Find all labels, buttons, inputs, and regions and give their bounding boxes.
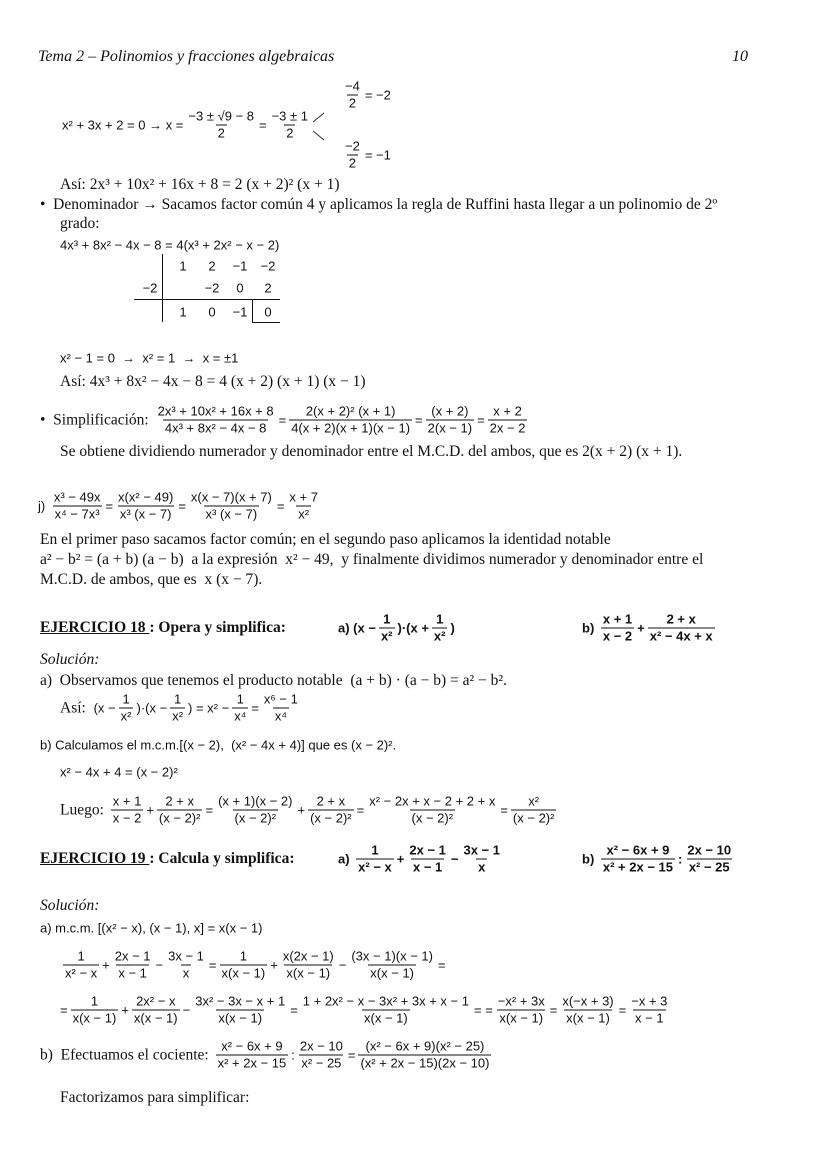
fraction <box>461 843 502 876</box>
denominator: x² − 25 <box>688 859 730 875</box>
numerator: (x² − 6x + 9)(x² − 25) <box>365 1038 485 1054</box>
text-span: b) <box>582 620 598 636</box>
fraction <box>343 139 362 172</box>
text-span: = <box>549 1002 558 1018</box>
denominator: (x − 2)² <box>310 810 352 826</box>
text-span: grado: <box>60 215 100 232</box>
numerator: x(x − 7)(x + 7) <box>190 489 272 505</box>
text-span: + <box>297 802 306 818</box>
numerator: x + 2 <box>493 403 522 419</box>
text-line <box>60 949 446 982</box>
numerator: 1 <box>383 611 391 627</box>
fraction <box>407 843 448 876</box>
text-span: = = <box>473 1002 493 1018</box>
denominator: x² <box>298 506 310 522</box>
text-line <box>60 765 178 780</box>
text-line <box>60 215 100 233</box>
text-line <box>60 1089 249 1107</box>
exercise-heading: EJERCICIO 19 <box>40 850 150 867</box>
text-span: − <box>338 957 347 973</box>
fraction <box>287 490 320 523</box>
numerator: 2 + x <box>165 793 194 809</box>
fraction <box>216 794 294 827</box>
text-span: = <box>356 802 365 818</box>
denominator: 2 <box>348 95 357 111</box>
text-span: x² + 3x + 2 = 0 → x = <box>62 117 184 133</box>
text-span: + <box>146 802 154 818</box>
text-span: + <box>637 620 645 636</box>
numerator: −2 <box>345 138 360 154</box>
text-line <box>40 850 294 868</box>
denominator: (x − 2)² <box>234 810 277 826</box>
text-span: a) Observamos que tenemos el producto notable (a + b) · (a − b) = a² − b². <box>40 672 507 689</box>
text-span: = <box>347 1047 356 1063</box>
text-span: • Simplificación: <box>40 411 153 428</box>
numerator: 2x − 10 <box>687 842 732 858</box>
numerator: x + 7 <box>289 489 318 505</box>
text-line <box>40 738 396 753</box>
text-span: En el primer paso sacamos factor común; en el segundo paso aplicamos la identidad notable <box>40 531 611 548</box>
denominator: (x − 2)² <box>158 810 201 826</box>
fraction <box>170 692 185 725</box>
denominator: (x² + 2x − 15)(2x − 10) <box>360 1055 490 1071</box>
text-line <box>40 196 717 214</box>
fraction <box>289 404 412 437</box>
fraction <box>308 794 354 827</box>
ruffini-cell: −1 <box>232 304 248 320</box>
fraction <box>367 794 497 827</box>
denominator: x(x − 1) <box>499 1010 544 1026</box>
text-span: Solución: <box>40 897 100 914</box>
fraction <box>356 843 394 876</box>
text-span: − <box>450 851 459 867</box>
denominator: x(x − 1) <box>566 1010 610 1026</box>
ruffini-remainder-box-bottom <box>252 322 280 323</box>
numerator: 2(x + 2)² (x + 1) <box>305 403 396 419</box>
denominator: x² + 2x − 15 <box>217 1055 287 1071</box>
fraction <box>220 949 268 982</box>
denominator: x(x − 1) <box>286 965 331 981</box>
text-line <box>582 612 718 645</box>
text-span: + <box>270 957 278 973</box>
numerator: 2 + x <box>316 793 346 809</box>
numerator: 1 <box>173 691 182 707</box>
text-span: b) Calculamos el m.c.m.[(x − 2), (x² − 4x + 4)] que es (x − 2)². <box>40 737 397 753</box>
text-span: (x − <box>353 620 376 636</box>
fraction <box>298 1039 345 1072</box>
denominator: x − 2 <box>112 810 142 826</box>
fraction <box>71 994 119 1027</box>
page-number: 10 <box>732 48 748 65</box>
text-line <box>62 109 313 142</box>
text-span: : <box>678 851 683 867</box>
ruffini-cell: 1 <box>179 258 187 274</box>
text-span: )·(x − <box>136 700 168 716</box>
ruffini-cell: 0 <box>208 304 216 320</box>
text-span: a² − b² = (a + b) (a − b) a la expresión x² − 49, y finalmente dividimos numerador y denominador entre el <box>40 551 704 568</box>
denominator: 4(x + 2)(x + 1)(x − 1) <box>291 420 411 436</box>
numerator: 2x³ + 10x² + 16x + 8 <box>157 403 274 419</box>
text-span: Así: <box>60 699 94 716</box>
fraction <box>488 404 528 437</box>
fraction <box>262 692 300 725</box>
exercise-heading: EJERCICIO 18 <box>40 619 150 636</box>
denominator: 2 <box>348 155 357 171</box>
fraction <box>648 612 715 645</box>
denominator: x² + 2x − 15 <box>602 859 674 875</box>
text-line <box>60 692 303 725</box>
text-span: 4x³ + 8x² − 4x − 8 = 4(x³ + 2x² − x − 2) <box>60 237 280 253</box>
fraction <box>116 490 175 523</box>
fraction <box>426 404 474 437</box>
text-line <box>40 897 99 915</box>
text-span: = −2 <box>364 87 391 103</box>
fraction <box>157 794 203 827</box>
text-span: Solución: <box>40 651 100 668</box>
text-span: = <box>437 957 446 973</box>
ruffini-cell: 1 <box>179 304 187 320</box>
numerator: −x + 3 <box>631 993 668 1009</box>
numerator: x + 1 <box>112 793 142 809</box>
fraction <box>270 109 310 142</box>
text-span: = <box>105 498 114 514</box>
text-line <box>40 571 262 589</box>
text-line <box>582 843 736 876</box>
text-span: )·(x + <box>397 620 429 636</box>
numerator: x(−x + 3) <box>562 993 614 1009</box>
text-line <box>340 79 391 112</box>
numerator: (x + 1)(x − 2) <box>218 793 293 809</box>
denominator: 2 <box>217 125 225 141</box>
denominator: x² <box>380 628 393 644</box>
text-span: = <box>618 1002 627 1018</box>
text-line <box>60 351 238 366</box>
text-line <box>40 651 99 669</box>
numerator: −3 ± √9 − 8 <box>188 108 254 124</box>
numerator: 3x − 1 <box>463 842 500 858</box>
fraction <box>193 994 287 1027</box>
fraction <box>301 994 471 1027</box>
text-span: : Opera y simplifica: <box>149 619 286 636</box>
text-line <box>40 921 262 936</box>
numerator: 3x − 1 <box>168 948 204 964</box>
ruffini-cell: −2 <box>204 280 220 296</box>
denominator: x² <box>433 628 446 644</box>
ruffini-cell: 0 <box>236 280 244 296</box>
numerator: 1 <box>122 691 130 707</box>
text-span: Así: 2x³ + 10x² + 16x + 8 = 2 (x + 2)² (x + 1) <box>60 176 340 193</box>
text-span: = <box>259 117 267 133</box>
denominator: x(x − 1) <box>72 1010 117 1026</box>
text-line <box>40 531 611 549</box>
numerator: x + 1 <box>602 611 633 627</box>
numerator: 1 <box>436 611 444 627</box>
text-line <box>40 404 530 437</box>
text-span: = <box>500 802 508 818</box>
text-line <box>38 490 323 523</box>
denominator: x − 1 <box>635 1010 664 1026</box>
text-span: Se obtiene dividiendo numerador y denominador entre el M.C.D. del ambos, que es 2(x + 2) (x + 1). <box>60 443 683 460</box>
text-span: + <box>121 1002 129 1018</box>
text-line <box>40 672 507 690</box>
text-line <box>60 373 366 391</box>
numerator: x³ − 49x <box>53 489 101 505</box>
denominator: x(x − 1) <box>221 965 266 981</box>
numerator: 3x² − 3x − x + 1 <box>195 993 286 1009</box>
numerator: 1 <box>236 691 244 707</box>
text-span: : Calcula y simplifica: <box>149 850 295 867</box>
text-span: − <box>155 957 164 973</box>
fraction <box>166 949 206 982</box>
text-line <box>340 139 391 172</box>
text-span: a) <box>338 851 354 867</box>
fraction <box>113 949 153 982</box>
numerator: (3x − 1)(x − 1) <box>351 948 433 964</box>
ruffini-vertical-line <box>162 254 163 322</box>
text-span: = <box>60 1002 68 1018</box>
fraction <box>216 1039 289 1072</box>
fraction <box>343 79 362 112</box>
text-span: j) <box>38 498 49 514</box>
ruffini-horizontal-line <box>134 299 280 300</box>
denominator: x(x − 1) <box>218 1010 263 1026</box>
text-span: = <box>178 498 186 514</box>
text-span: a) <box>338 620 354 636</box>
denominator: x² <box>172 708 184 724</box>
text-line <box>60 443 682 461</box>
numerator: 1 <box>239 948 247 964</box>
denominator: x(x − 1) <box>370 965 415 981</box>
text-span: = <box>205 802 214 818</box>
fraction <box>511 794 557 827</box>
text-line <box>60 794 559 827</box>
root-branch-lines <box>0 0 828 200</box>
denominator: x² − x <box>358 859 392 875</box>
text-span: a) m.c.m. [(x² − x), (x − 1), x] = x(x − 1) <box>40 920 263 936</box>
text-span: = <box>415 412 423 428</box>
denominator: x⁴ <box>274 708 287 724</box>
fraction <box>379 612 395 645</box>
text-span: b) <box>582 851 598 867</box>
denominator: (x − 2)² <box>411 810 454 826</box>
text-span: b) Efectuamos el cociente: <box>40 1046 213 1063</box>
fraction <box>111 794 144 827</box>
numerator: 2x − 10 <box>299 1038 343 1054</box>
numerator: x² − 6x + 9 <box>221 1038 283 1054</box>
ruffini-cell: 0 <box>264 304 272 320</box>
numerator: (x + 2) <box>431 403 469 419</box>
numerator: −x² + 3x <box>497 993 545 1009</box>
denominator: (x − 2)² <box>512 810 555 826</box>
text-span: • Denominador → Sacamos factor común 4 y aplicamos la regla de Ruffini hasta llegar a un polinomio de 2º <box>40 196 718 213</box>
numerator: 1 + 2x² − x − 3x² + 3x + x − 1 <box>302 993 469 1009</box>
numerator: 1 <box>371 842 379 858</box>
numerator: x(x² − 49) <box>118 489 174 505</box>
text-line <box>60 994 672 1027</box>
text-span: − <box>182 1002 191 1018</box>
denominator: 2 <box>286 125 294 141</box>
text-span: = <box>290 1002 298 1018</box>
numerator: 1 <box>77 948 85 964</box>
text-line <box>60 238 279 253</box>
denominator: x(x − 1) <box>133 1010 178 1026</box>
text-span: Luego: <box>60 801 108 818</box>
numerator: 2x² − x <box>136 993 176 1009</box>
text-line <box>40 551 703 569</box>
text-span: ) = x² − <box>188 700 230 716</box>
fraction <box>601 612 634 645</box>
fraction <box>186 109 256 142</box>
text-span: x² − 4x + 4 = (x − 2)² <box>60 764 178 780</box>
text-line <box>40 1039 494 1072</box>
fraction <box>119 692 134 725</box>
text-span: ) <box>450 620 455 636</box>
denominator: x² − 25 <box>301 1055 342 1071</box>
fraction <box>281 949 336 982</box>
text-span: = <box>251 700 259 716</box>
denominator: x² − 4x + x <box>649 628 713 644</box>
text-span: = <box>278 412 287 428</box>
text-line <box>40 619 286 637</box>
denominator: x(x − 1) <box>364 1010 408 1026</box>
text-span: = <box>477 412 485 428</box>
denominator: 2(x − 1) <box>427 420 473 436</box>
numerator: x² − 2x + x − 2 + 2 + x <box>369 793 496 809</box>
text-span: Factorizamos para simplificar: <box>60 1089 250 1106</box>
denominator: x − 1 <box>412 859 443 875</box>
fraction <box>232 692 248 725</box>
fraction <box>496 994 547 1027</box>
text-span: = <box>276 498 285 514</box>
denominator: 4x³ + 8x² − 4x − 8 <box>164 420 267 436</box>
numerator: x⁶ − 1 <box>263 691 298 707</box>
fraction <box>560 994 615 1027</box>
text-span: Así: 4x³ + 8x² − 4x − 8 = 4 (x + 2) (x + 1) (x − 1) <box>60 373 366 390</box>
text-span: (x − <box>93 700 116 716</box>
denominator: x − 1 <box>118 965 147 981</box>
ruffini-cell: −1 <box>232 258 248 274</box>
denominator: x² <box>120 708 132 724</box>
text-span: : <box>291 1047 295 1063</box>
fraction <box>349 949 435 982</box>
denominator: 2x − 2 <box>489 420 526 436</box>
fraction <box>432 612 448 645</box>
numerator: 2x − 1 <box>114 948 151 964</box>
header-title: Tema 2 – Polinomios y fracciones algebraicas <box>38 48 335 65</box>
fraction <box>63 949 99 982</box>
denominator: x <box>478 859 486 875</box>
numerator: 2 + x <box>666 611 696 627</box>
fraction <box>156 404 276 437</box>
fraction <box>132 994 180 1027</box>
numerator: −3 ± 1 <box>271 108 309 124</box>
text-span: = <box>208 957 217 973</box>
ruffini-cell: 2 <box>264 280 272 296</box>
fraction <box>685 843 733 876</box>
denominator: x³ (x − 7) <box>119 506 172 522</box>
text-line <box>60 176 340 194</box>
denominator: x² − x <box>65 965 98 981</box>
denominator: x⁴ <box>234 708 247 724</box>
numerator: 1 <box>90 993 99 1009</box>
text-span: + <box>396 851 405 867</box>
fraction <box>189 490 274 523</box>
fraction <box>601 843 675 876</box>
fraction <box>358 1039 491 1072</box>
text-span: = −1 <box>364 147 391 163</box>
numerator: x² − 6x + 9 <box>606 842 670 858</box>
numerator: −4 <box>345 78 360 94</box>
text-line <box>338 612 455 645</box>
text-span: x² − 1 = 0 → x² = 1 → x = ±1 <box>60 350 239 366</box>
numerator: 2x − 1 <box>409 842 446 858</box>
text-span: + <box>102 957 110 973</box>
ruffini-cell: −2 <box>260 258 276 274</box>
ruffini-cell: 2 <box>208 258 216 274</box>
ruffini-remainder-box <box>252 300 253 322</box>
denominator: x⁴ − 7x³ <box>54 506 100 522</box>
fraction <box>629 994 669 1027</box>
numerator: x(2x − 1) <box>282 948 334 964</box>
denominator: x − 2 <box>602 628 633 644</box>
ruffini-cell: −2 <box>142 280 158 296</box>
fraction <box>52 490 103 523</box>
denominator: x³ (x − 7) <box>205 506 258 522</box>
text-line <box>338 843 505 876</box>
numerator: x² <box>528 793 540 809</box>
denominator: x <box>182 965 190 981</box>
text-span: M.C.D. de ambos, que es x (x − 7). <box>40 571 263 588</box>
